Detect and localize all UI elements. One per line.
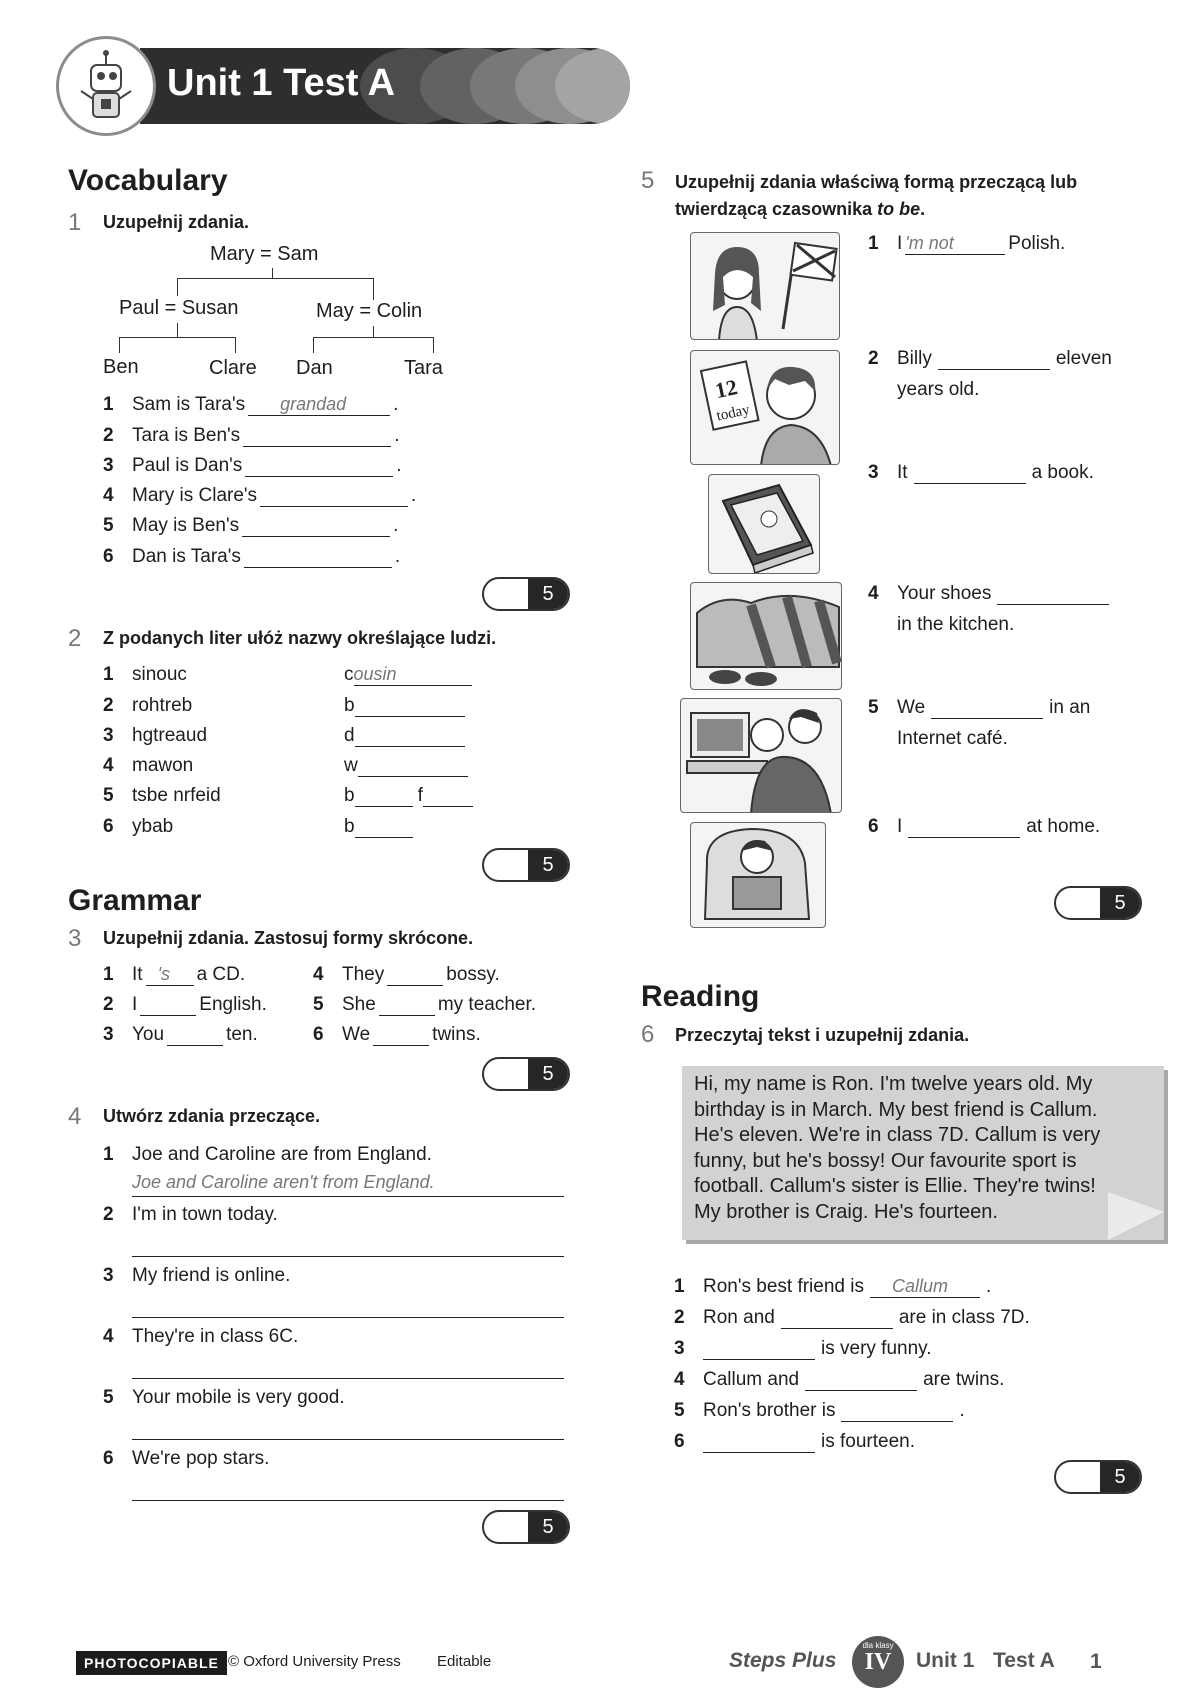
score-box: 5 [482,1057,570,1091]
exercise-number: 4 [68,1103,82,1130]
answer-blank[interactable]: grandad [248,394,390,416]
tree-node: Clare [209,357,257,379]
list-item: 4 They're in class 6C. [103,1326,299,1347]
list-item: 3 My friend is online. [103,1265,291,1286]
answer-blank[interactable]: 's [146,964,194,986]
tree-node: Ben [103,356,139,378]
answer-blank[interactable] [355,785,413,807]
answer-blank[interactable]: 'm not [905,233,1005,255]
list-item: 5 tsbe nrfeid b f [103,785,476,807]
list-item: 6 Dan is Tara's . [103,546,401,567]
answer-blank[interactable] [355,695,465,717]
copyright-text: © Oxford University Press [228,1653,401,1670]
calendar-number: 12 [712,374,740,404]
list-item: 2 I'm in town today. [103,1204,278,1225]
answer-blank[interactable] [841,1400,953,1422]
answer-blank[interactable] [379,994,435,1016]
list-item: 4 Your shoes [868,583,1115,605]
answer-blank[interactable] [387,964,443,986]
exercise-instruction: Uzupełnij zdania. Zastosuj formy skrócone. [103,928,474,948]
answer-line[interactable] [132,1439,564,1440]
answer-line[interactable] [132,1378,564,1379]
score-box: 5 [482,577,570,611]
tree-node: May = Colin [316,300,423,322]
answer-blank[interactable]: ousin [354,664,472,686]
exercise-number: 6 [641,1021,655,1048]
list-item: 3 is very funny. [674,1338,932,1359]
page-number: 1 [1090,1650,1102,1673]
answer-blank[interactable] [931,697,1043,719]
list-item: 4 mawon w [103,755,471,777]
list-item: 6 is fourteen. [674,1431,915,1452]
list-item: 5 Your mobile is very good. [103,1387,345,1408]
list-item: 4 Mary is Clare's . [103,485,417,506]
list-item: 2 Ron and are in class 7D. [674,1307,1030,1328]
exercise-instruction: twierdzącą czasownika to be. [675,199,926,219]
reading-text: Hi, my name is Ron. I'm twelve years old. My birthday is in March. My best friend is Callum. He's eleven. We're in class 7D. Callum is very funny, but he's bossy! Our favourite sport is football. Callum's sister is Ellie. They're twins! My brother is Craig. He's fourteen. [694,1073,1101,1223]
list-item: 1 Joe and Caroline are from England. [103,1144,432,1165]
list-item: 2 I English. [103,994,267,1015]
section-title-grammar: Grammar [68,884,202,917]
brand-name: Steps Plus [729,1649,837,1672]
answer-line[interactable] [132,1196,564,1197]
exercise-number: 2 [68,625,82,652]
editable-label: Editable [437,1653,492,1670]
answer-line[interactable] [132,1317,564,1318]
list-item: 3 You ten. [103,1024,258,1045]
boy-at-computer-illustration [680,698,842,813]
list-item: 3 hgtreaud d [103,725,468,747]
footer-unit: Unit 1 [916,1649,975,1672]
list-item: 3 It a book. [868,462,1094,483]
list-item: 6 I at home. [868,816,1101,837]
answer-blank[interactable] [355,725,465,747]
answer-blank[interactable] [245,455,393,477]
exercise-instruction: Uzupełnij zdania właściwą formą przeczącą lub [675,172,1078,192]
score-box: 5 [482,1510,570,1544]
list-item: 5 She my teacher. [313,994,537,1015]
list-item: 5 We in an [868,697,1091,718]
tree-node: Mary = Sam [210,243,319,265]
list-item: 3 Paul is Dan's . [103,455,402,476]
answer-blank[interactable] [908,816,1020,838]
list-item: 1 sinouc c ousin [103,664,475,686]
list-item: 6 We're pop stars. [103,1448,270,1469]
answer-blank[interactable]: Callum [870,1276,980,1298]
list-item: 1 I 'm not Polish. [868,233,1066,254]
calendar-word: today [715,401,752,425]
boy-reading-in-armchair-illustration [690,822,826,928]
list-item: 1 Sam is Tara's grandad . [103,394,399,415]
answer-blank[interactable] [703,1338,815,1360]
answer-blank[interactable] [260,485,408,507]
robot-logo-icon [56,36,156,136]
exercise-instruction: Z podanych liter ułóż nazwy określające ludzi. [103,628,497,648]
example-answer: Joe and Caroline aren't from England. [132,1172,435,1192]
answer-blank[interactable] [242,515,390,537]
answer-blank[interactable] [423,785,473,807]
photocopiable-badge: PHOTOCOPIABLE [76,1651,227,1675]
answer-blank[interactable] [703,1431,815,1453]
tree-node: Tara [404,357,443,379]
list-item: 2 Billy eleven [868,348,1112,369]
list-item-continuation: years old. [897,379,980,400]
list-item-continuation: Internet café. [897,728,1008,749]
list-item: 4 They bossy. [313,964,500,985]
answer-blank[interactable] [140,994,196,1016]
list-item: 2 Tara is Ben's . [103,425,400,446]
answer-blank[interactable] [167,1024,223,1046]
list-item: 6 ybab b [103,816,416,838]
page-title: Unit 1 Test A [167,62,396,104]
answer-line[interactable] [132,1256,564,1257]
answer-line[interactable] [132,1500,564,1501]
answer-blank[interactable] [373,1024,429,1046]
exercise-number: 1 [68,209,82,236]
exercise-instruction: Utwórz zdania przeczące. [103,1106,321,1126]
boy-with-calendar-illustration [690,350,840,465]
exercise-number: 5 [641,167,655,194]
answer-blank[interactable] [243,425,391,447]
tree-node: Paul = Susan [119,297,239,319]
score-box: 5 [1054,1460,1142,1494]
list-item: 4 Callum and are twins. [674,1369,1005,1390]
score-box: 5 [1054,886,1142,920]
answer-blank[interactable] [244,546,392,568]
footer-test: Test A [993,1649,1055,1672]
exercise-instruction: Uzupełnij zdania. [103,212,250,232]
list-item: 2 rohtreb b [103,695,468,717]
girl-with-flag-illustration [690,232,840,340]
bed-with-shoes-illustration [690,582,842,690]
list-item: 1 Ron's best friend is Callum . [674,1276,992,1297]
answer-blank[interactable] [781,1307,893,1329]
answer-blank[interactable] [938,348,1050,370]
list-item: 5 May is Ben's . [103,515,399,536]
list-item: 1 It 's a CD. [103,964,246,985]
exercise-instruction: Przeczytaj tekst i uzupełnij zdania. [675,1025,970,1045]
answer-blank[interactable] [805,1369,917,1391]
exercise-number: 3 [68,925,82,952]
list-item: 5 Ron's brother is . [674,1400,965,1421]
section-title-vocabulary: Vocabulary [68,164,228,197]
answer-blank[interactable] [997,583,1109,605]
score-box: 5 [482,848,570,882]
section-title-reading: Reading [641,980,760,1013]
grade-badge-icon: dla klasy IV [852,1636,904,1688]
list-item: 6 We twins. [313,1024,481,1045]
list-item-continuation: in the kitchen. [897,614,1015,635]
answer-blank[interactable] [355,816,413,838]
book-illustration [708,474,820,574]
answer-blank[interactable] [914,462,1026,484]
answer-blank[interactable] [358,755,468,777]
tree-node: Dan [296,357,333,379]
